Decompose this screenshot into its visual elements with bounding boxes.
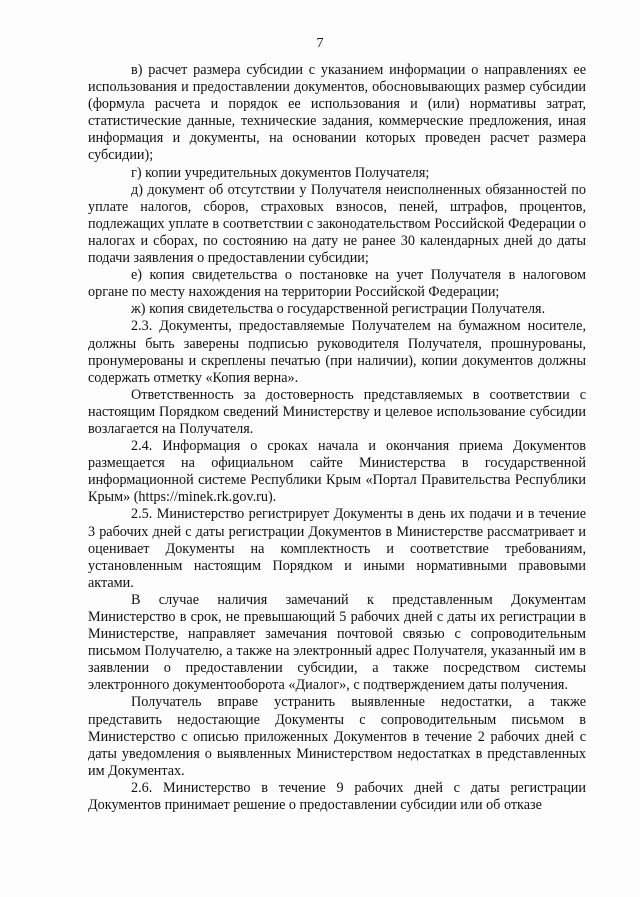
paragraph-2-5: 2.5. Министерство регистрирует Документы в день их подачи и в течение 3 рабочих дней с даты регистрации Документов в Министерстве рассматривает и оценивает Документы на комплектность и соответствие требованиям, установленным настоящим Порядком и иными нормативными правовыми актами. <box>88 506 586 591</box>
paragraph-responsibility: Ответственность за достоверность представляемых в соответствии с настоящим Порядком сведений Министерству и целевое использование субсидии возлагается на Получателя. <box>88 386 586 437</box>
document-body <box>88 62 586 814</box>
paragraph-item-g: г) копии учредительных документов Получателя; <box>131 164 430 181</box>
paragraph-item-v: в) расчет размера субсидии с указанием информации о направлениях ее использования и предоставлении документов, обосновывающих размер субсидии (формула расчета и порядок ее использования и (или) нормативы затрат, статистические данные, технические задания, коммерческие предложения, иная информация и документы, на основании которых проведен расчет размера субсидии); <box>88 62 586 164</box>
page-number: 7 <box>316 36 324 51</box>
paragraph-remarks: В случае наличия замечаний к представленным Документам Министерство в срок, не превышающий 5 рабочих дней с даты их регистрации в Министерстве, направляет замечания почтовой связью с сопроводительным письмом Получателю, а также на электронный адрес Получателя, указанный им в заявлении о предоставлении субсидии, а также посредством системы электронного документооборота «Диалог», с подтверждением даты получения. <box>88 591 586 694</box>
paragraph-2-3: 2.3. Документы, предоставляемые Получателем на бумажном носителе, должны быть заверены подписью руководителя Получателя, прошнурованы, пронумерованы и скреплены печатью (при наличии), копии документов должны содержать отметку «Копия верна». <box>88 318 586 386</box>
paragraph-recipient-rights: Получатель вправе устранить выявленные недостатки, а также представить недостающие Документы с сопроводительным письмом в Министерство с описью приложенных Документов в течение 2 рабочих дней с даты уведомления о выявленных Министерством недостатках в представленных им Документах. <box>88 694 586 779</box>
paragraph-item-zh: ж) копия свидетельства о государственной регистрации Получателя. <box>131 301 546 318</box>
paragraph-item-e: е) копия свидетельства о постановке на учет Получателя в налоговом органе по месту нахождения на территории Российской Федерации; <box>88 267 586 301</box>
paragraph-2-6: 2.6. Министерство в течение 9 рабочих дней с даты регистрации Документов принимает решение о предоставлении субсидии или об отказе <box>88 779 586 814</box>
paragraph-2-4: 2.4. Информация о сроках начала и окончания приема Документов размещается на официальном сайте Министерства в государственной информационной системе Республики Крым «Портал Правительства Республики Крым» (https://minek.rk.gov.ru). <box>88 438 586 506</box>
paragraph-item-d: д) документ об отсутствии у Получателя неисполненных обязанностей по уплате налогов, сборов, страховых взносов, пеней, штрафов, процентов, подлежащих уплате в соответствии с законодательством Российской Федерации о налогах и сборах, по состоянию на дату не ранее 30 календарных дней до даты подачи заявления о предоставлении субсидии; <box>88 181 586 267</box>
